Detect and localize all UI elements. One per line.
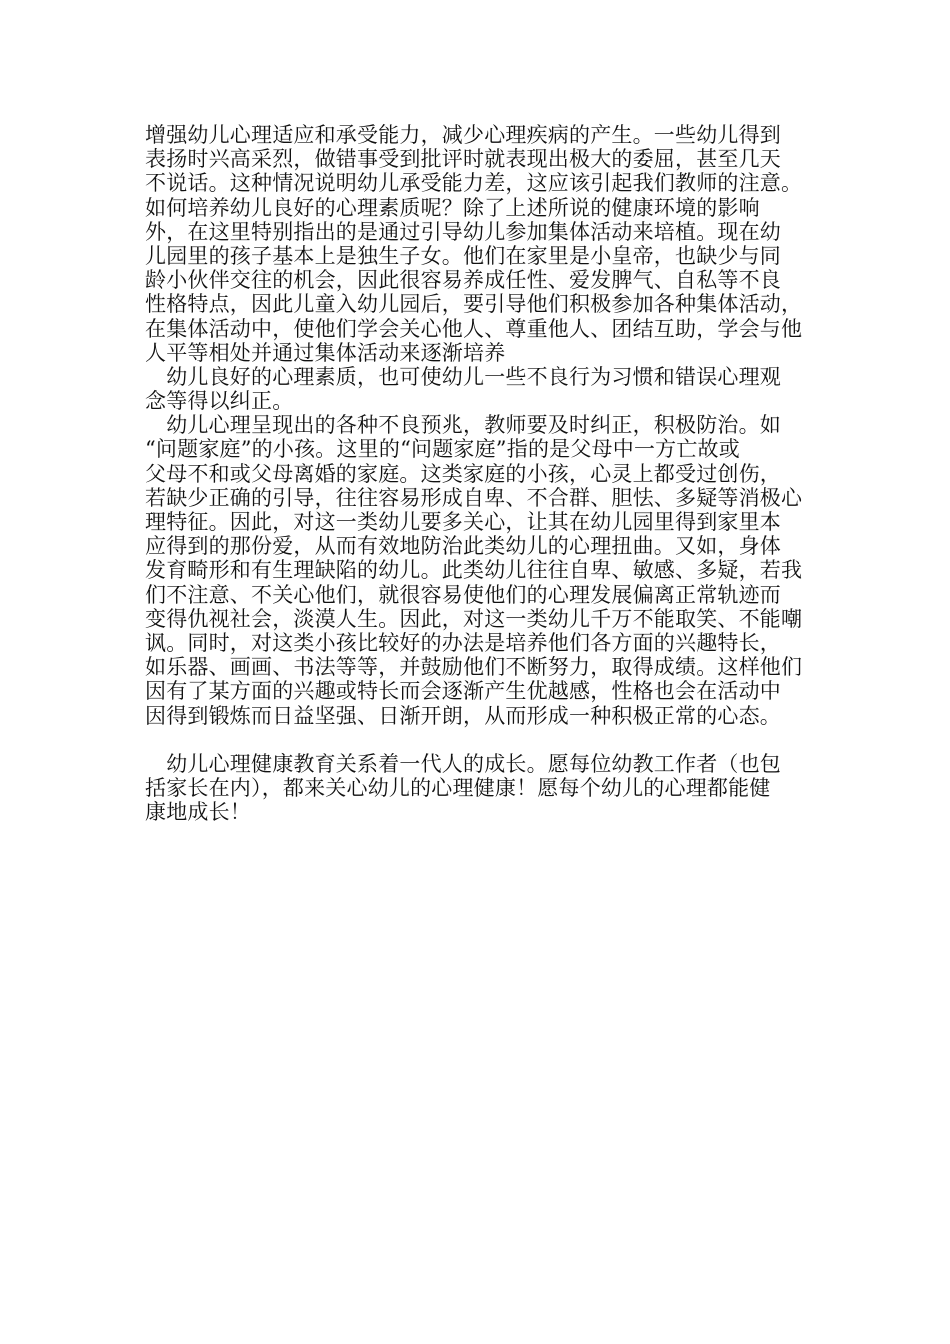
text-line: 人平等相处并通过集体活动来逐渐培养 — [145, 340, 506, 365]
text-line: 括家长在内），都来关心幼儿的心理健康！愿每个幼儿的心理都能健 — [145, 776, 771, 801]
text-line: 如何培养幼儿良好的心理素质呢？除了上述所说的健康环境的影响 — [145, 195, 760, 220]
text-line: 龄小伙伴交往的机会，因此很容易养成任性、爱发脾气、自私等不良 — [145, 268, 781, 293]
text-line: 幼儿心理健康教育关系着一代人的成长。愿每位幼教工作者（也包 — [145, 751, 781, 776]
text-line: 增强幼儿心理适应和承受能力，减少心理疾病的产生。一些幼儿得到 — [145, 123, 781, 147]
text-line: 康地成长！ — [145, 800, 251, 825]
text-line: 因得到锻炼而日益坚强、日渐开朗，从而形成一种积极正常的心态。 — [145, 703, 781, 728]
text-line: 表扬时兴高采烈，做错事受到批评时就表现出极大的委屈，甚至几天 — [145, 147, 781, 172]
text-line: 讽。同时，对这类小孩比较好的办法是培养他们各方面的兴趣特长， — [145, 630, 781, 655]
text-line: 如乐器、画画、书法等等，并鼓励他们不断努力，取得成绩。这样他们 — [145, 655, 803, 680]
text-line: 理特征。因此，对这一类幼儿要多关心，让其在幼儿园里得到家里本 — [145, 510, 781, 534]
text-line: 幼儿心理呈现出的各种不良预兆，教师要及时纠正，积极防治。如 — [145, 413, 781, 438]
text-line: 们不注意、不关心他们，就很容易使他们的心理发展偏离正常轨迹而 — [145, 582, 781, 607]
text-line: 外，在这里特别指出的是通过引导幼儿参加集体活动来培植。现在幼 — [145, 219, 781, 244]
text-line: 若缺少正确的引导，往往容易形成自卑、不合群、胆怯、多疑等消极心 — [145, 485, 803, 510]
text-line: 不说话。这种情况说明幼儿承受能力差，这应该引起我们教师的注意。 — [145, 171, 803, 196]
text-line: 儿园里的孩子基本上是独生子女。他们在家里是小皇帝，也缺少与同 — [145, 243, 781, 268]
text-line: 父母不和或父母离婚的家庭。这类家庭的小孩，心灵上都受过创伤， — [145, 461, 781, 486]
text-line: 幼儿良好的心理素质，也可使幼儿一些不良行为习惯和错误心理观 — [145, 364, 781, 389]
text-line: “问题家庭”的小孩。这里的“问题家庭”指的是父母中一方亡故或 — [145, 437, 740, 462]
text-line: 变得仇视社会，淡漠人生。因此，对这一类幼儿千万不能取笑、不能嘲 — [145, 606, 803, 631]
document-body — [145, 123, 815, 824]
text-line: 发育畸形和有生理缺陷的幼儿。此类幼儿往往自卑、敏感、多疑，若我 — [145, 558, 803, 583]
text-line: 念等得以纠正。 — [145, 389, 294, 414]
text-line: 应得到的那份爱，从而有效地防治此类幼儿的心理扭曲。又如，身体 — [145, 534, 781, 559]
text-line: 性格特点，因此儿童入幼儿园后，要引导他们积极参加各种集体活动， — [145, 292, 803, 317]
text-line: 因有了某方面的兴趣或特长而会逐渐产生优越感，性格也会在活动中 — [145, 679, 781, 704]
text-line: 在集体活动中，使他们学会关心他人、尊重他人、团结互助，学会与他 — [145, 316, 803, 341]
paragraph-gap — [145, 728, 815, 752]
